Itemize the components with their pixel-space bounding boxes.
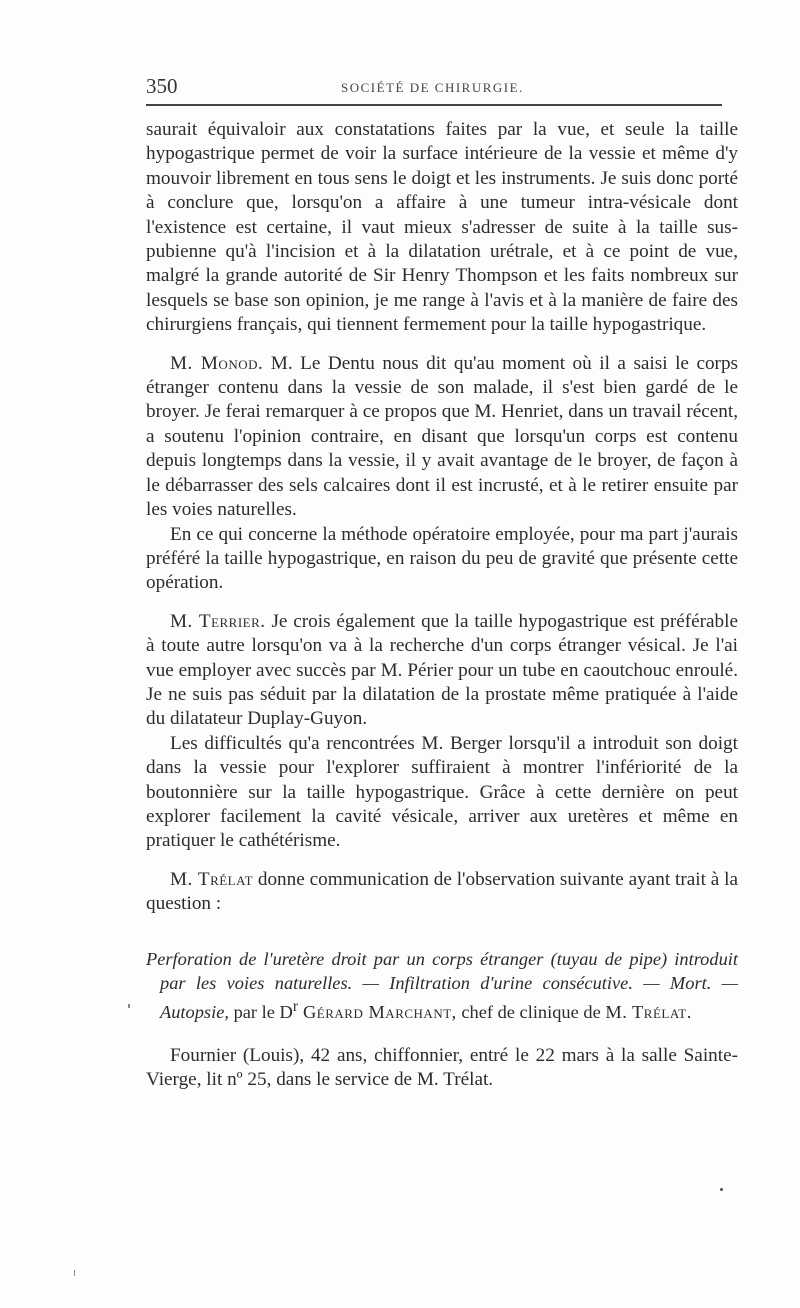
page-number: 350 xyxy=(146,74,178,98)
paragraph-text: En ce qui concerne la méthode opératoire employée, pour ma part j'aurais préféré la taille hypogastrique, en raison du peu de gravité que présente cette opération. xyxy=(146,523,738,594)
page-header xyxy=(146,74,736,100)
header-rule xyxy=(146,104,722,106)
paragraph-text: donne communication de l'observation suivante ayant trait à la question : xyxy=(146,868,738,915)
paragraph-text: Je crois également que la taille hypogastrique est préférable à toute autre lorsqu'on va à la recherche d'un corps étranger vésical. Je l'ai vue employer avec succès par M. Périer pour un tube en caoutchouc enroulé. Je ne suis pas séduit par la dilatation de la prostate même pratiquée à l'aide du dilatateur Duplay-Guyon. xyxy=(146,610,738,730)
paragraph-text: Les difficultés qu'a rencontrées M. Berger lorsqu'il a introduit son doigt dans la vessie pour l'explorer suffiraient à montrer l'infériorité de la boutonnière sur la taille hypogastrique. Grâce à cette dernière on peut explorer facilement la cavité vésicale, arriver aux uretères et même en pratiquer le cathétérisme. xyxy=(146,732,738,852)
paragraph-text: M. Le Dentu nous dit qu'au moment où il a saisi le corps étranger contenu dans la vessie de son malade, il s'est bien gardé de le broyer. Je ferai remarquer à ce propos que M. Henriet, dans un travail récent, a soutenu l'opinion contraire, en disant que lorsqu'un corps est contenu depuis longtemps dans la vessie, il y avait avantage de le broyer, de façon à le débarrasser des sels calcaires dont il est incrusté, et à le retirer ensuite par les voies naturelles. xyxy=(146,352,738,521)
paragraph-trelat xyxy=(146,868,738,917)
scan-speck xyxy=(74,1270,75,1276)
body-text xyxy=(146,118,738,1093)
paragraph-terrier-2 xyxy=(146,732,738,854)
scan-speck xyxy=(128,1004,130,1008)
observation-role: chef de clinique de xyxy=(456,1001,606,1022)
paragraph-monod-2 xyxy=(146,523,738,596)
paragraph-case xyxy=(146,1044,738,1093)
speaker-name: M. Monod. xyxy=(170,352,264,374)
scan-speck xyxy=(720,1188,723,1191)
observation-author: Gérard Marchant, xyxy=(297,1001,457,1022)
speaker-name: M. Trélat xyxy=(170,868,254,890)
running-head: SOCIÉTÉ DE CHIRURGIE. xyxy=(341,80,524,95)
observation-title-text: Perforation de l'uretère droit par un corps étranger (tuyau de pipe) introduit par les voies naturelles. — Infiltration d'urine consécutive. — Mort. — Autopsie, xyxy=(146,948,738,1022)
paragraph-continuation xyxy=(146,118,738,338)
paragraph-text: saurait équivaloir aux constatations faites par la vue, et seule la taille hypogastrique permet de voir la surface intérieure de la vessie et même d'y mouvoir librement en tous sens le doigt et les instruments. Je suis donc porté à conclure que, lorsqu'on a affaire à une tumeur intra-vésicale dont l'existence est certaine, il vaut mieux s'adresser de suite à la taille sus-pubienne qu'à l'incision et à la dilatation urétrale, et à ce point de vue, malgré la grande autorité de Sir Henry Thompson et les faits nombreux sur lesquels se base son opinion, je me range à l'avis et à la manière de faire des chirurgiens français, qui tiennent fermement pour la taille hypogastrique. xyxy=(146,119,738,336)
observation-byline: par le D xyxy=(228,1001,293,1022)
paragraph-monod xyxy=(146,352,738,523)
observation-chief: M. Trélat. xyxy=(605,1001,692,1022)
paragraph-terrier xyxy=(146,610,738,732)
speaker-name: M. Terrier. xyxy=(170,610,266,632)
observation-title xyxy=(146,947,738,1024)
paragraph-text: Fournier (Louis), 42 ans, chiffonnier, entré le 22 mars à la salle Sainte-Vierge, lit nº 25, dans le service de M. Trélat. xyxy=(146,1044,738,1091)
observation-byline-sup: r xyxy=(292,997,298,1015)
